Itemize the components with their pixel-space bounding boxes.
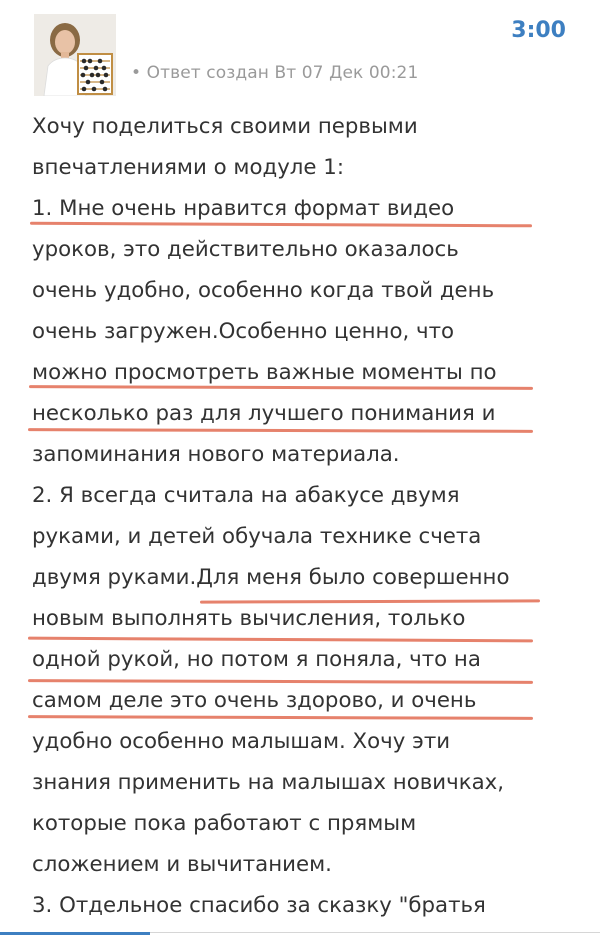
bottom-scroll-bar [0,932,600,950]
text-line: запоминания нового материала. [32,442,400,467]
text-line: новым выполнять вычисления, только [32,606,466,631]
status-time: 3:00 [511,18,566,43]
text-line: несколько раз для лучшего понимания и [32,401,496,426]
post-body [32,106,577,926]
text-line: 2. Я всегда считала на абакусе двумя [32,483,460,508]
text-line: 3. Отдельное спасибо за сказку "братья [32,893,486,918]
text-line: уроков, это действительно оказалось [32,237,459,262]
text-line: 1. Мне очень нравится формат видео [32,196,455,221]
post-meta: • Ответ создан Вт 07 Дек 00:21 [131,63,419,83]
scroll-track [150,932,600,933]
text-line: самом деле это очень здорово, и очень [32,688,477,713]
text-line: двумя руками.Для меня было совершенно [32,565,510,590]
text-line: сложением и вычитанием. [32,852,332,877]
text-line: Хочу поделиться своими первыми [32,114,418,139]
scroll-progress [0,932,150,935]
text-line: одной рукой, но потом я поняла, что на [32,647,481,672]
text-line: удобно особенно малышам. Хочу эти [32,729,451,754]
user-avatar-photo-icon [34,14,116,96]
text-line: очень удобно, особенно когда твой день [32,278,495,303]
text-line: знания применить на малышах новичках, [32,770,505,795]
text-line: очень загружен.Особенно ценно, что [32,319,455,344]
text-line: можно просмотреть важные моменты по [32,360,497,385]
text-line: которые пока работают с прямым [32,811,417,836]
text-line: руками, и детей обучала технике счета [32,524,482,549]
avatar[interactable] [34,14,116,96]
text-line: впечатлениями о модуле 1: [32,155,345,180]
